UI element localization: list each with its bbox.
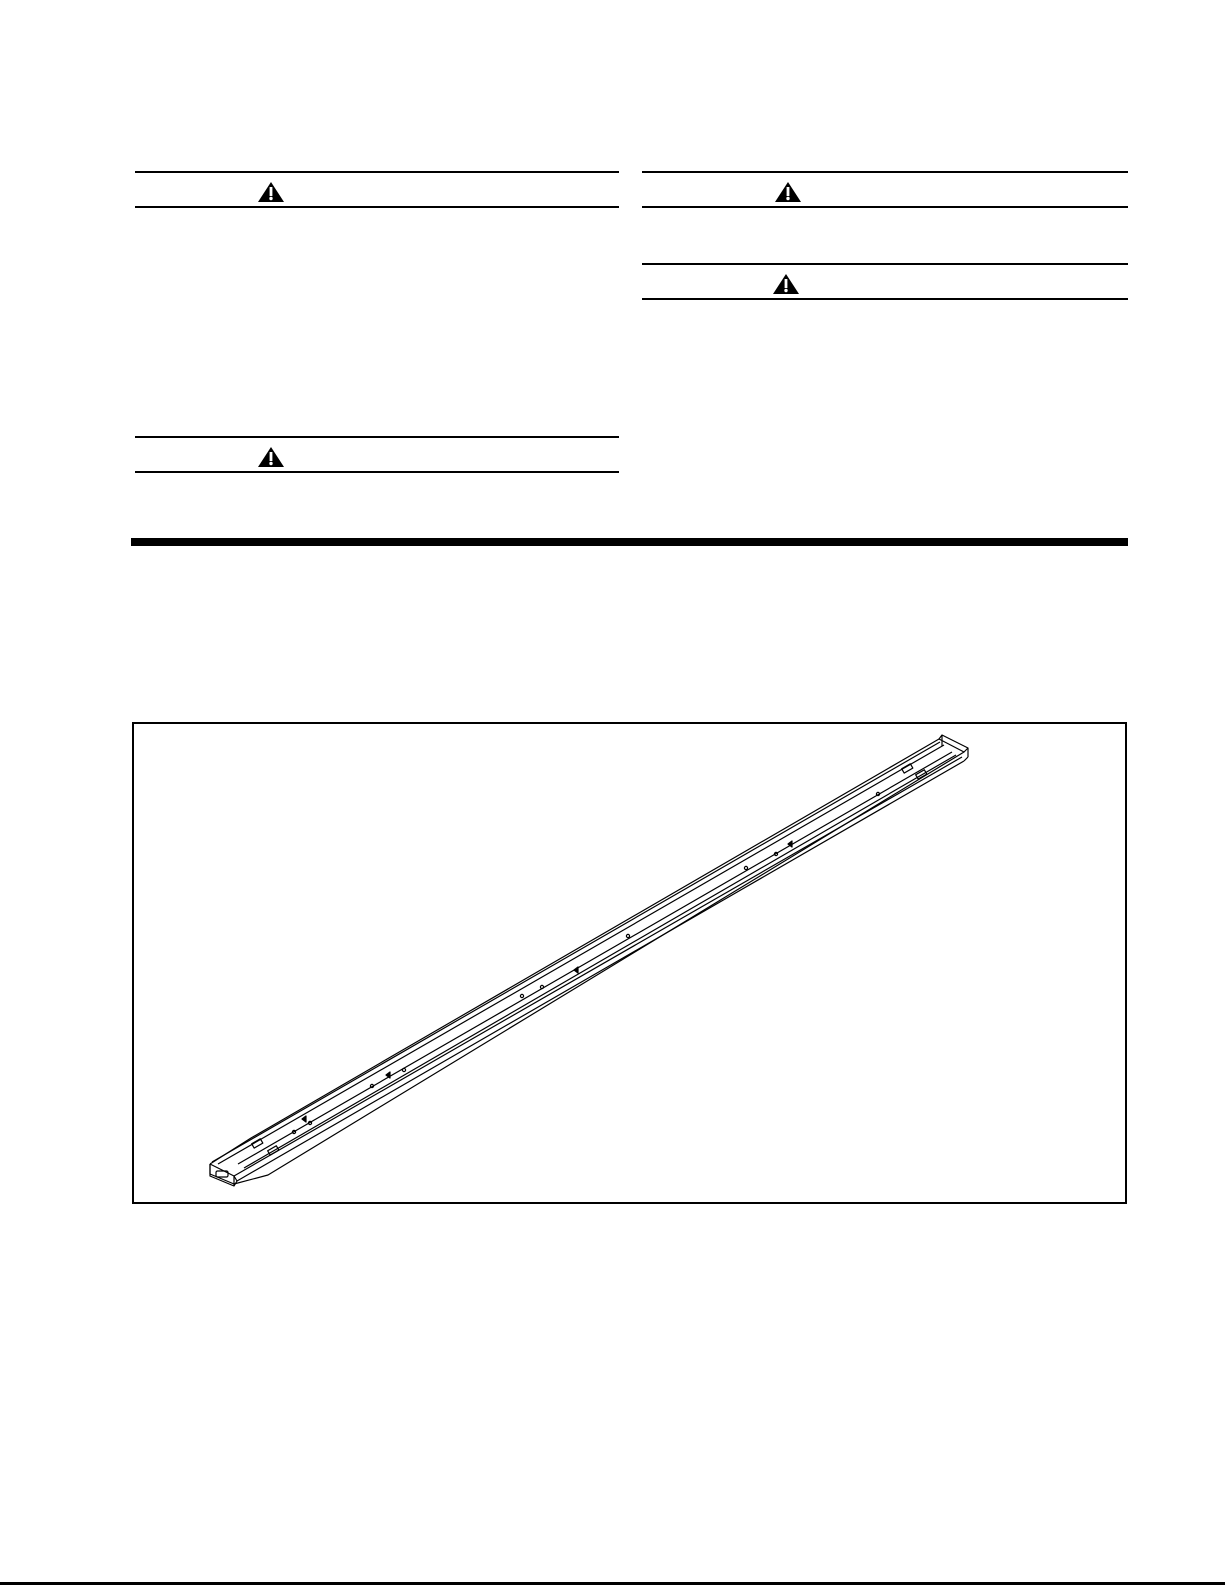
rail-hole [402, 1068, 405, 1071]
rail-hole [744, 866, 747, 869]
warning-rule-bottom [642, 206, 1128, 208]
rail-hole [520, 994, 523, 997]
rail-near-edge [234, 757, 962, 1176]
warning-triangle-icon [257, 181, 285, 203]
warning-rule-bottom [642, 298, 1128, 300]
rail-tab [574, 967, 578, 973]
rail-hole [876, 792, 879, 795]
rail-far-inner-edge [218, 745, 944, 1164]
warning-triangle-icon [257, 446, 285, 468]
warning-header-left-bottom [135, 438, 619, 472]
section-divider [131, 538, 1128, 546]
rail-tab [302, 1116, 306, 1122]
rail-assembly-drawing [134, 724, 1125, 1202]
rail-channel-line [238, 752, 952, 1164]
warning-triangle-icon [774, 181, 802, 203]
rail-left-end [210, 1164, 237, 1186]
figure-box [132, 722, 1127, 1204]
rail-channel-line [244, 755, 956, 1168]
warning-rule-bottom [135, 206, 619, 208]
warning-triangle-icon [772, 273, 800, 295]
rail-outline [210, 739, 964, 1184]
rail-bracket [252, 1139, 263, 1148]
warning-header-right-top [642, 173, 1128, 207]
warning-header-left-top [135, 173, 619, 207]
rail-end-edge [964, 757, 968, 761]
rail-near-lower-edge [237, 761, 964, 1181]
rail-right-end [939, 735, 968, 752]
rail-hole [540, 985, 543, 988]
rail-hole [626, 934, 629, 937]
warning-rule-bottom [135, 471, 619, 473]
warning-header-right-middle [642, 265, 1128, 299]
rail-tab [386, 1072, 390, 1078]
rail-bracket [902, 764, 913, 773]
rail-far-edge [212, 742, 940, 1162]
